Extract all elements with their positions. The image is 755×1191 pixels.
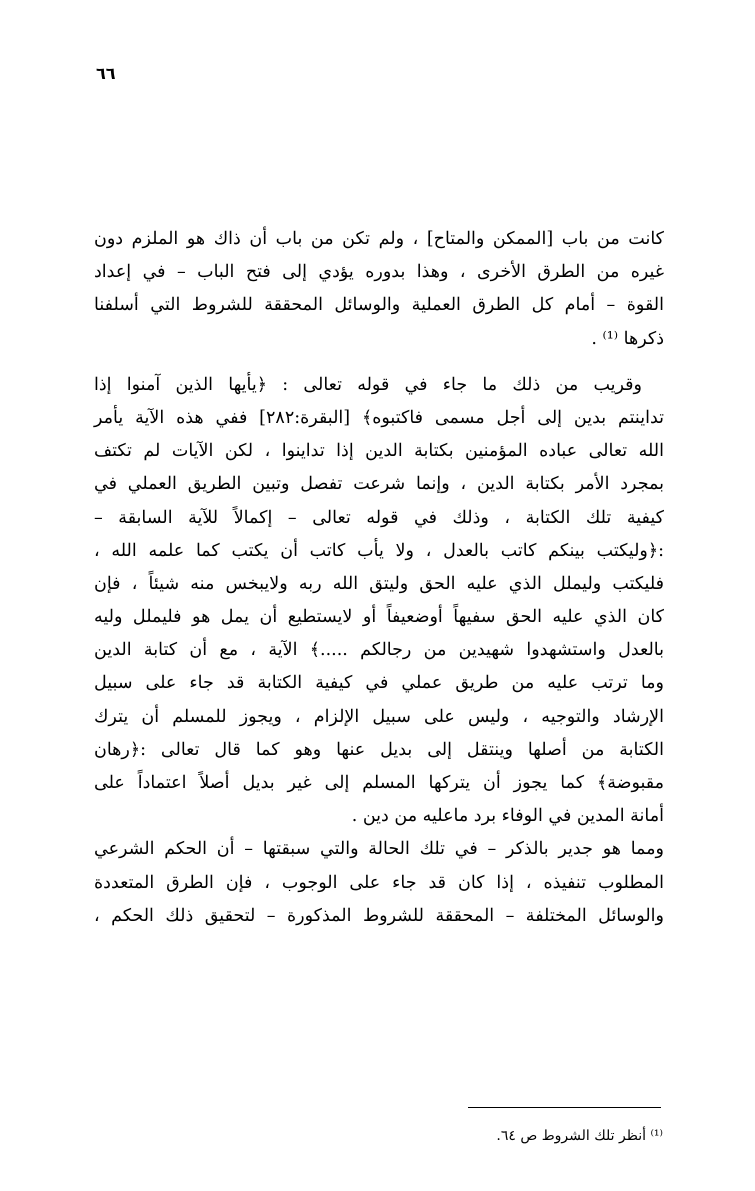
text-line: الإرشاد والتوجيه ، وليس على سبيل الإلزام ، ويجوز للمسلم أن يترك [94,706,664,727]
page-number: ٦٦ [96,64,116,83]
text-line: كان الذي عليه الحق سفيهاً أوضعيفاً أو لايستطيع أن يمل هو فليملل وليه [94,607,664,628]
footnote-separator [468,1107,661,1108]
text-line: القوة – أمام كل الطرق العملية والوسائل المحققة للشروط التي أسلفنا [94,295,664,316]
text-line: وما ترتب عليه من طريق عملي في كيفية الكتابة قد جاء على سبيل [94,673,664,694]
text-line: مقبوضة﴾ كما يجوز أن يتركها المسلم إلى غير بديل أصلاً اعتماداً على [94,773,664,793]
text-line: بمجرد الأمر بكتابة الدين ، وإنما شرعت تفصل وتبين الطريق العملي في [94,474,664,495]
text-line: أمانة المدين في الوفاء برد ماعليه من دين . [351,806,664,827]
text-line: وقريب من ذلك ما جاء في قوله تعالى : ﴿يأيها الذين آمنوا إذا [94,374,642,395]
text-line: الله تعالى عباده المؤمنين بكتابة الدين إذا تداينوا ، لكن الآيات لم تكتف [94,441,664,462]
text-line: :﴿وليكتب بينكم كاتب بالعدل ، ولا يأب كاتب أن يكتب كما علمه الله ، [94,540,664,561]
text-line: تداينتم بدين إلى أجل مسمى فاكتبوه﴾ [البقرة:٢٨٢] ففي هذه الآية يأمر [94,407,664,428]
text-line: المطلوب تنفيذه ، إذا كان قد جاء على الوجوب ، فإن الطرق المتعددة [94,872,664,893]
text-line: والوسائل المختلفة – المحققة للشروط المذكورة – لتحقيق ذلك الحكم ، [94,905,664,926]
text-line: غيره من الطرق الأخرى ، وهذا بدوره يؤدي إلى فتح الباب – في إعداد [94,262,664,283]
text-line: بالعدل واستشهدوا شهيدين من رجالكم .....﴾ الآية ، مع أن كتابة الدين [94,640,664,661]
text-line: فليكتب وليملل الذي عليه الحق وليتق الله ربه ولايبخس منه شيئاً ، فإن [94,573,664,594]
text-line: الكتابة من أصلها وينتقل إلى بديل عنها وهو كما قال تعالى :﴿رهان [94,739,664,760]
text-line: ذكرها ⁽¹⁾ . [591,328,664,349]
text-line: كيفية تلك الكتابة ، وذلك في قوله تعالى – إكمالاً للآية السابقة – [94,507,664,528]
footnote: ⁽¹⁾ أنظر تلك الشروط ص ٦٤. [496,1128,663,1144]
body-text [94,223,664,933]
text-line: كانت من باب [الممكن والمتاح] ، ولم تكن من باب أن ذاك هو الملزم دون [94,229,664,249]
text-line: ومما هو جدير بالذكر – في تلك الحالة والتي سبقتها – أن الحكم الشرعي [94,839,664,860]
